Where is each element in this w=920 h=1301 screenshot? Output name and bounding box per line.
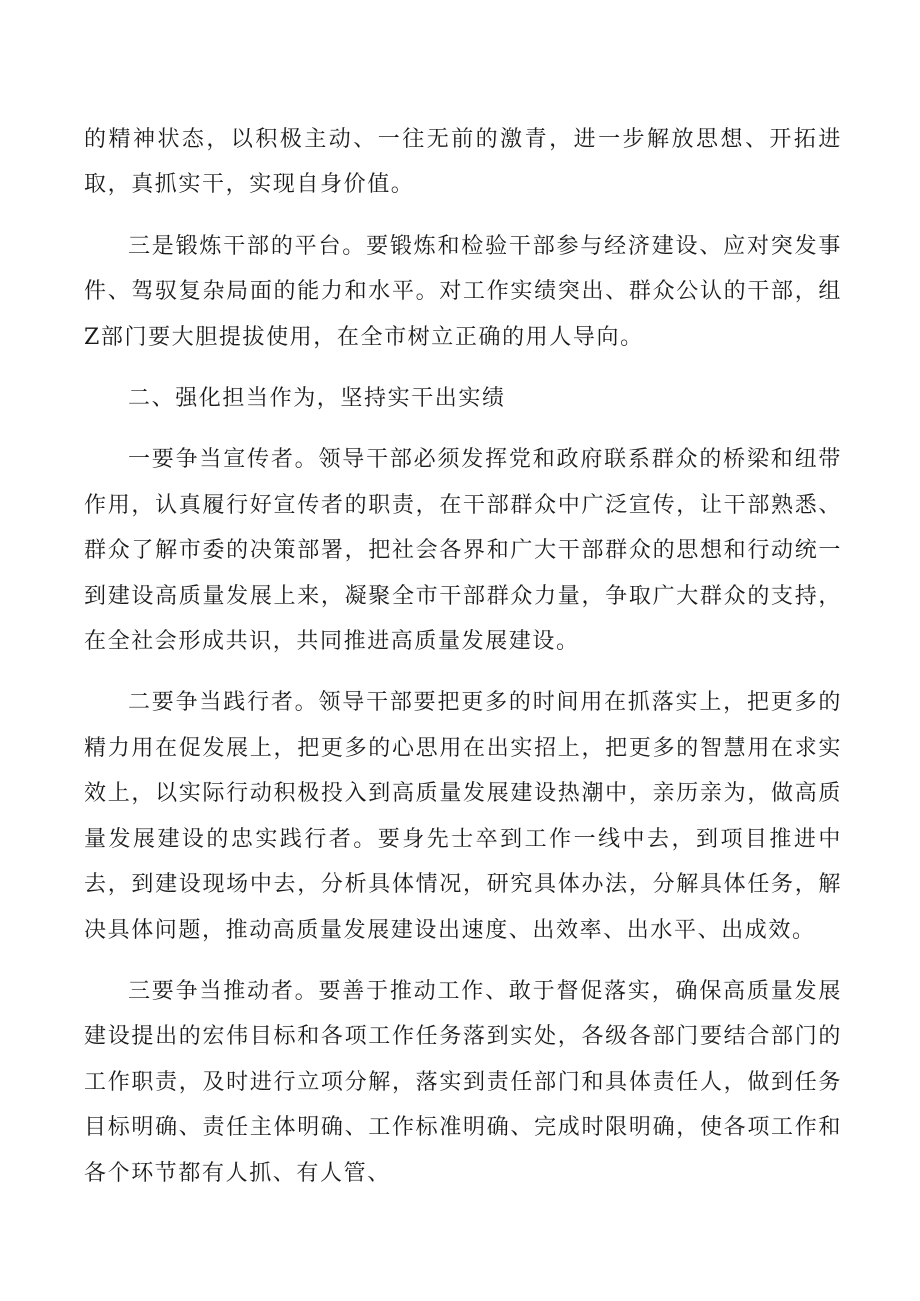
paragraph-4: 一要争当宣传者。领导干部必须发挥党和政府联系群众的桥梁和纽带作用，认真履行好宣传者的职责，在干部群众中广泛宣传，让干部熟悉、群众了解市委的决策部署，把社会各界和广大干部群众的思想和行动统一到建设高质量发展上来，凝聚全市干部群众力量，争取广大群众的支持，在全社会形成共识，共同推进高质量发展建设。: [84, 447, 842, 655]
paragraph-1: 的精神状态，以积极主动、一往无前的激青，进一步解放思想、开拓进取，真抓实干，实现自身价值。: [84, 127, 842, 198]
section-heading: 二、强化担当作为，坚持实干出实绩: [128, 386, 506, 412]
document-body: [84, 117, 842, 1196]
paragraph-5: 二要争当践行者。领导干部要把更多的时间用在抓落实上，把更多的精力用在促发展上，把更多的心思用在出实招上，把更多的智慧用在求实效上，以实际行动积极投入到高质量发展建设热潮中，亲历亲为，做高质量发展建设的忠实践行者。要身先士卒到工作一线中去，到项目推进中去，到建设现场中去，分析具体情况，研究具体办法，分解具体任务，解决具体问题，推动高质量发展建设出速度、出效率、出水平、出成效。: [84, 690, 842, 943]
paragraph-2: 三是锻炼干部的平台。要锻炼和检验干部参与经济建设、应对突发事件、驾驭复杂局面的能力和水平。对工作实绩突出、群众公认的干部，组Z部门要大胆提拔使用，在全市树立正确的用人导向。: [84, 233, 842, 350]
paragraph-6: 三要争当推动者。要善于推动工作、敢于督促落实，确保高质量发展建设提出的宏伟目标和各项工作任务落到实处，各级各部门要结合部门的工作职责，及时进行立项分解，落实到责任部门和具体责任人，做到任务目标明确、责任主体明确、工作标准明确、完成时限明确，使各项工作和各个环节都有人抓、有人管、: [84, 978, 842, 1186]
